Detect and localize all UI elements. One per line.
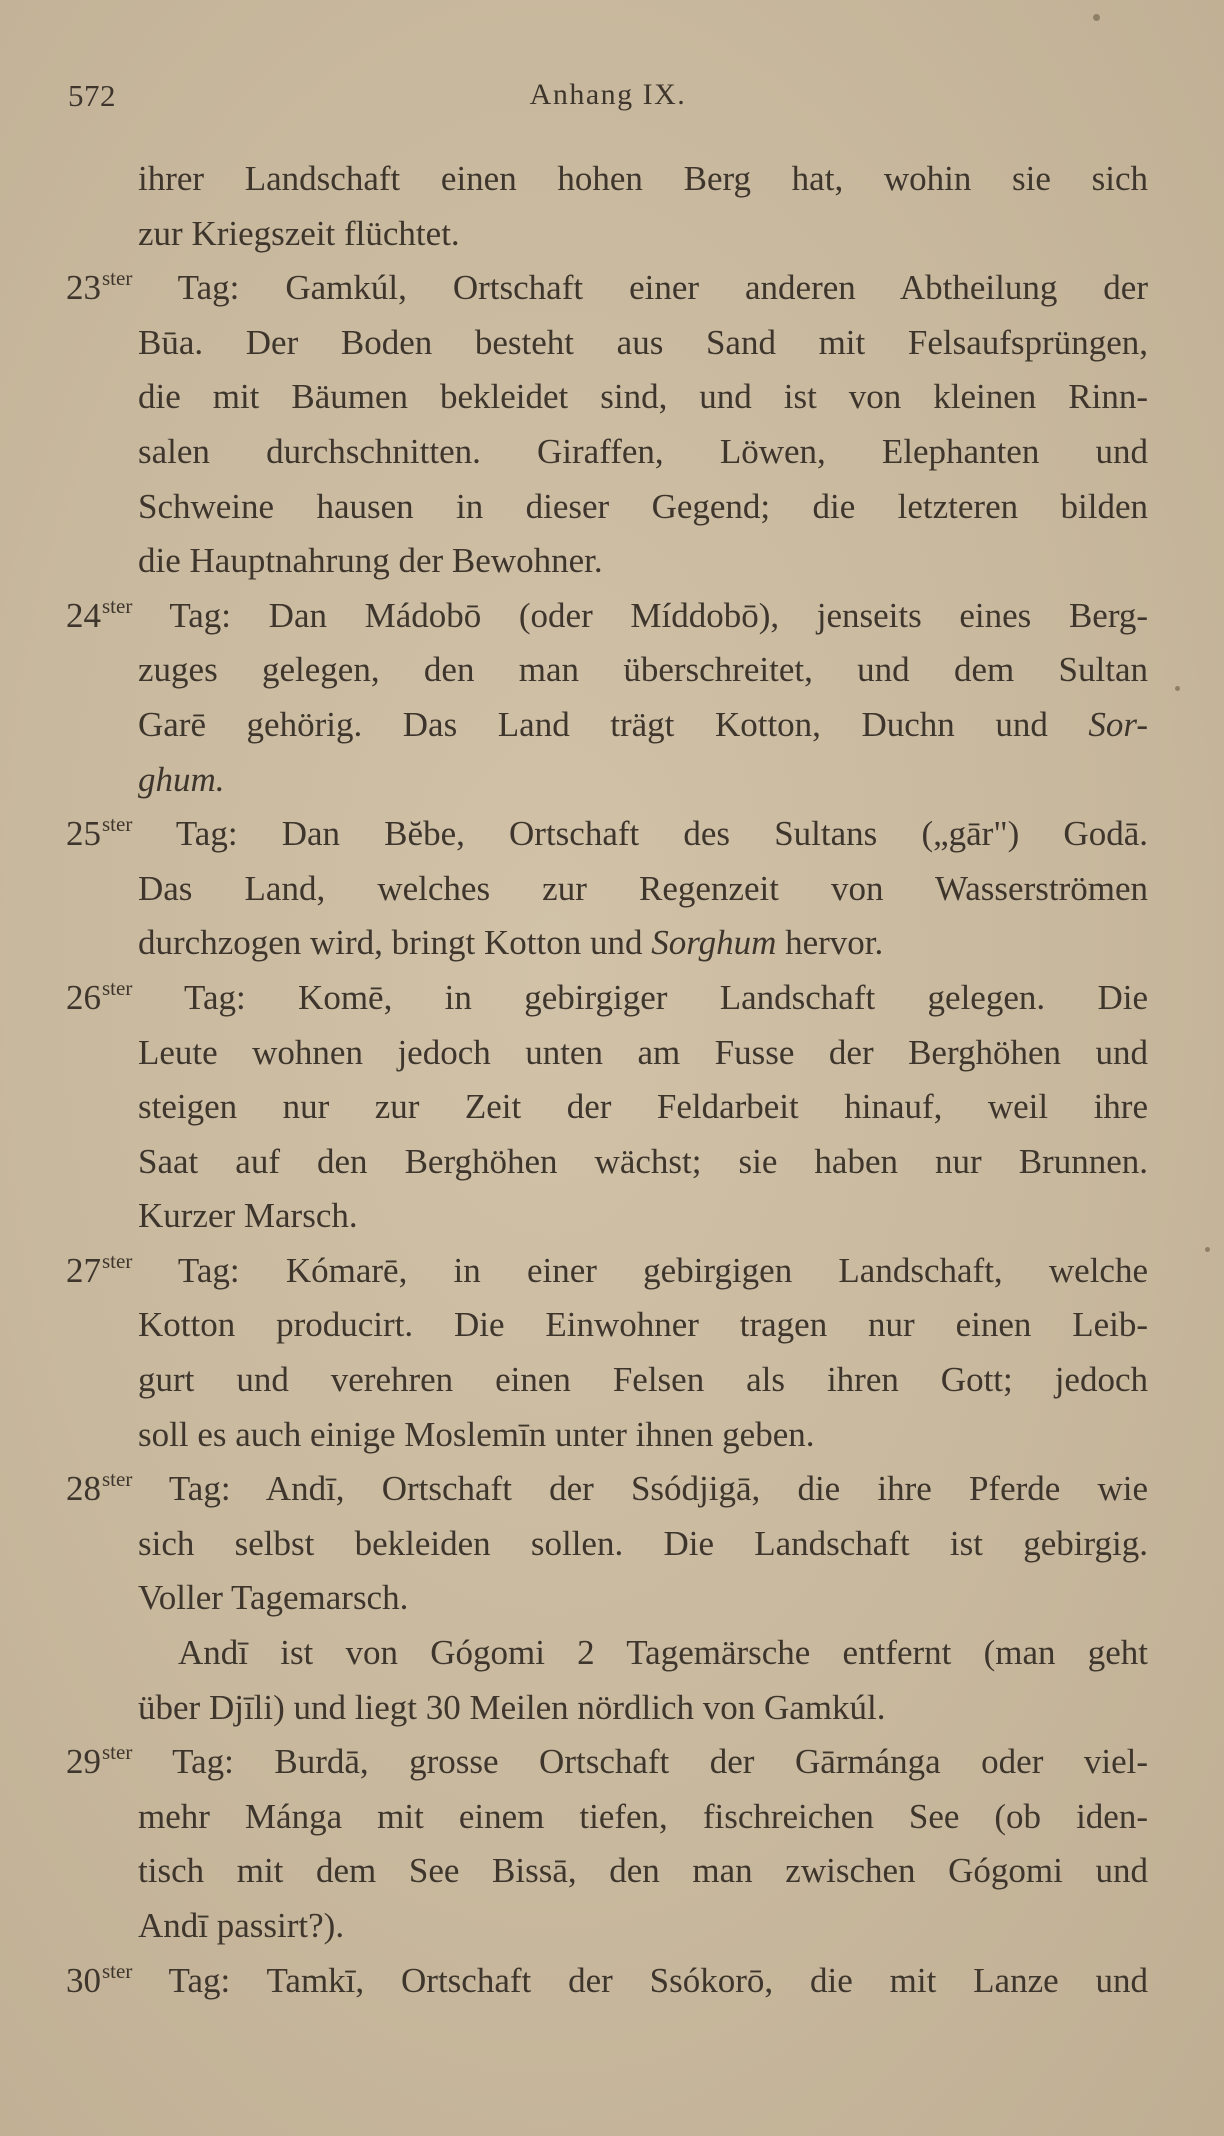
line-text: hervor.	[776, 923, 884, 963]
line-text: gurt und verehren einen Felsen als ihren Gott; jedoch	[138, 1360, 1148, 1400]
text-line	[66, 862, 1148, 917]
text-line	[66, 643, 1148, 698]
italic-term: ghum.	[138, 759, 225, 799]
line-text: Tag: Gamkúl, Ortschaft einer anderen Abtheilung der	[132, 268, 1148, 308]
line-text: tisch mit dem See Bissā, den man zwischen Gógomi und	[138, 1851, 1148, 1891]
day-number: 26	[66, 977, 101, 1017]
day-ordinal-suffix: ster	[102, 266, 133, 291]
text-line	[66, 1408, 1148, 1463]
day-entry-line	[66, 1735, 1148, 1790]
line-text: Voller Tagemarsch.	[138, 1578, 409, 1618]
day-entry-line	[66, 807, 1148, 862]
line-text: Tag: Burdā, grosse Ortschaft der Gārmánga oder viel-	[132, 1742, 1148, 1782]
day-entry-line	[66, 1954, 1148, 2009]
text-line	[66, 1571, 1148, 1626]
text-line	[66, 1626, 1148, 1681]
day-entry-line	[66, 1244, 1148, 1299]
day-ordinal-suffix: ster	[102, 1958, 133, 1983]
text-line	[66, 370, 1148, 425]
text-line	[66, 425, 1148, 480]
text-line	[66, 1298, 1148, 1353]
day-ordinal-suffix: ster	[102, 812, 133, 837]
day-entry-line	[66, 971, 1148, 1026]
line-text: Leute wohnen jedoch unten am Fusse der Berghöhen und	[138, 1032, 1148, 1072]
day-number: 23	[66, 268, 101, 308]
text-line	[66, 1517, 1148, 1572]
page-body-text	[66, 152, 1148, 2008]
day-number: 24	[66, 595, 101, 635]
line-text: die mit Bäumen bekleidet sind, und ist von kleinen Rinn-	[138, 377, 1148, 417]
day-entry-line	[66, 261, 1148, 316]
day-number: 28	[66, 1469, 101, 1509]
line-text: über Djīli) und liegt 30 Meilen nördlich von Gamkúl.	[138, 1687, 886, 1727]
line-text: zur Kriegszeit flüchtet.	[138, 213, 460, 253]
day-ordinal-suffix: ster	[102, 593, 133, 618]
text-line	[66, 1026, 1148, 1081]
line-text: Garē gehörig. Das Land trägt Kotton, Duchn und	[138, 704, 1089, 744]
text-line	[66, 1353, 1148, 1408]
paper-speck	[1093, 14, 1100, 21]
day-number: 27	[66, 1250, 101, 1290]
day-ordinal-suffix: ster	[102, 1740, 133, 1765]
page-number: 572	[68, 78, 116, 113]
text-line	[66, 1135, 1148, 1190]
text-line	[66, 480, 1148, 535]
text-line	[66, 698, 1148, 753]
line-text: Kotton producirt. Die Einwohner tragen nur einen Leib-	[138, 1305, 1148, 1345]
day-number: 25	[66, 814, 101, 854]
line-text: Tag: Dan Bĕbe, Ortschaft des Sultans („gār") Godā.	[132, 814, 1148, 854]
day-number: 29	[66, 1742, 101, 1782]
text-line	[66, 1189, 1148, 1244]
text-line	[66, 1844, 1148, 1899]
day-number: 30	[66, 1960, 101, 2000]
day-ordinal-suffix: ster	[102, 1467, 133, 1492]
line-text: steigen nur zur Zeit der Feldarbeit hinauf, weil ihre	[138, 1087, 1148, 1127]
line-text: ihrer Landschaft einen hohen Berg hat, wohin sie sich	[138, 159, 1148, 198]
paper-speck	[1205, 1247, 1210, 1252]
line-text: Tag: Andī, Ortschaft der Ssódjigā, die ihre Pferde wie	[132, 1469, 1148, 1509]
italic-term: Sor-	[1088, 704, 1148, 744]
line-text: durchzogen wird, bringt Kotton und	[138, 923, 652, 963]
running-head: Anhang IX.	[529, 78, 687, 111]
line-text: Būa. Der Boden besteht aus Sand mit Felsaufsprüngen,	[138, 322, 1148, 362]
line-text: Saat auf den Berghöhen wächst; sie haben nur Brunnen.	[138, 1141, 1148, 1181]
text-line	[66, 207, 1148, 262]
line-text: Tag: Dan Mádobō (oder Míddobō), jenseits eines Berg-	[132, 595, 1148, 635]
line-text: mehr Mánga mit einem tiefen, fischreichen See (ob iden-	[138, 1796, 1148, 1836]
line-text: Tag: Komē, in gebirgiger Landschaft gelegen. Die	[132, 977, 1148, 1017]
line-text: Kurzer Marsch.	[138, 1196, 358, 1236]
line-text: zuges gelegen, den man überschreitet, und dem Sultan	[138, 650, 1148, 690]
text-line	[66, 152, 1148, 207]
paper-speck	[1175, 686, 1180, 691]
day-entry-line	[66, 589, 1148, 644]
line-text: die Hauptnahrung der Bewohner.	[138, 541, 603, 581]
line-text: Andī ist von Gógomi 2 Tagemärsche entfernt (man geht	[178, 1633, 1148, 1673]
line-text: Schweine hausen in dieser Gegend; die letzteren bilden	[138, 486, 1148, 526]
text-line	[66, 1790, 1148, 1845]
text-line	[66, 916, 1148, 971]
day-entry-line	[66, 1462, 1148, 1517]
text-line	[66, 753, 1148, 808]
text-line	[66, 1681, 1148, 1736]
line-text: Das Land, welches zur Regenzeit von Wasserströmen	[138, 868, 1148, 908]
day-ordinal-suffix: ster	[102, 975, 133, 1000]
text-line	[66, 316, 1148, 371]
line-text: Tag: Kómarē, in einer gebirgigen Landschaft, welche	[132, 1250, 1148, 1290]
italic-term: Sorghum	[651, 923, 777, 963]
text-line	[66, 1899, 1148, 1954]
line-text: Andī passirt?).	[138, 1906, 345, 1945]
text-line	[66, 1080, 1148, 1135]
line-text: salen durchschnitten. Giraffen, Löwen, Elephanten und	[138, 431, 1148, 471]
line-text: Tag: Tamkī, Ortschaft der Ssókorō, die mit Lanze und	[132, 1960, 1148, 2000]
text-line	[66, 534, 1148, 589]
line-text: sich selbst bekleiden sollen. Die Landschaft ist gebirgig.	[138, 1523, 1148, 1563]
page-header	[68, 78, 1148, 122]
day-ordinal-suffix: ster	[102, 1248, 133, 1273]
line-text: soll es auch einige Moslemīn unter ihnen geben.	[138, 1414, 815, 1454]
